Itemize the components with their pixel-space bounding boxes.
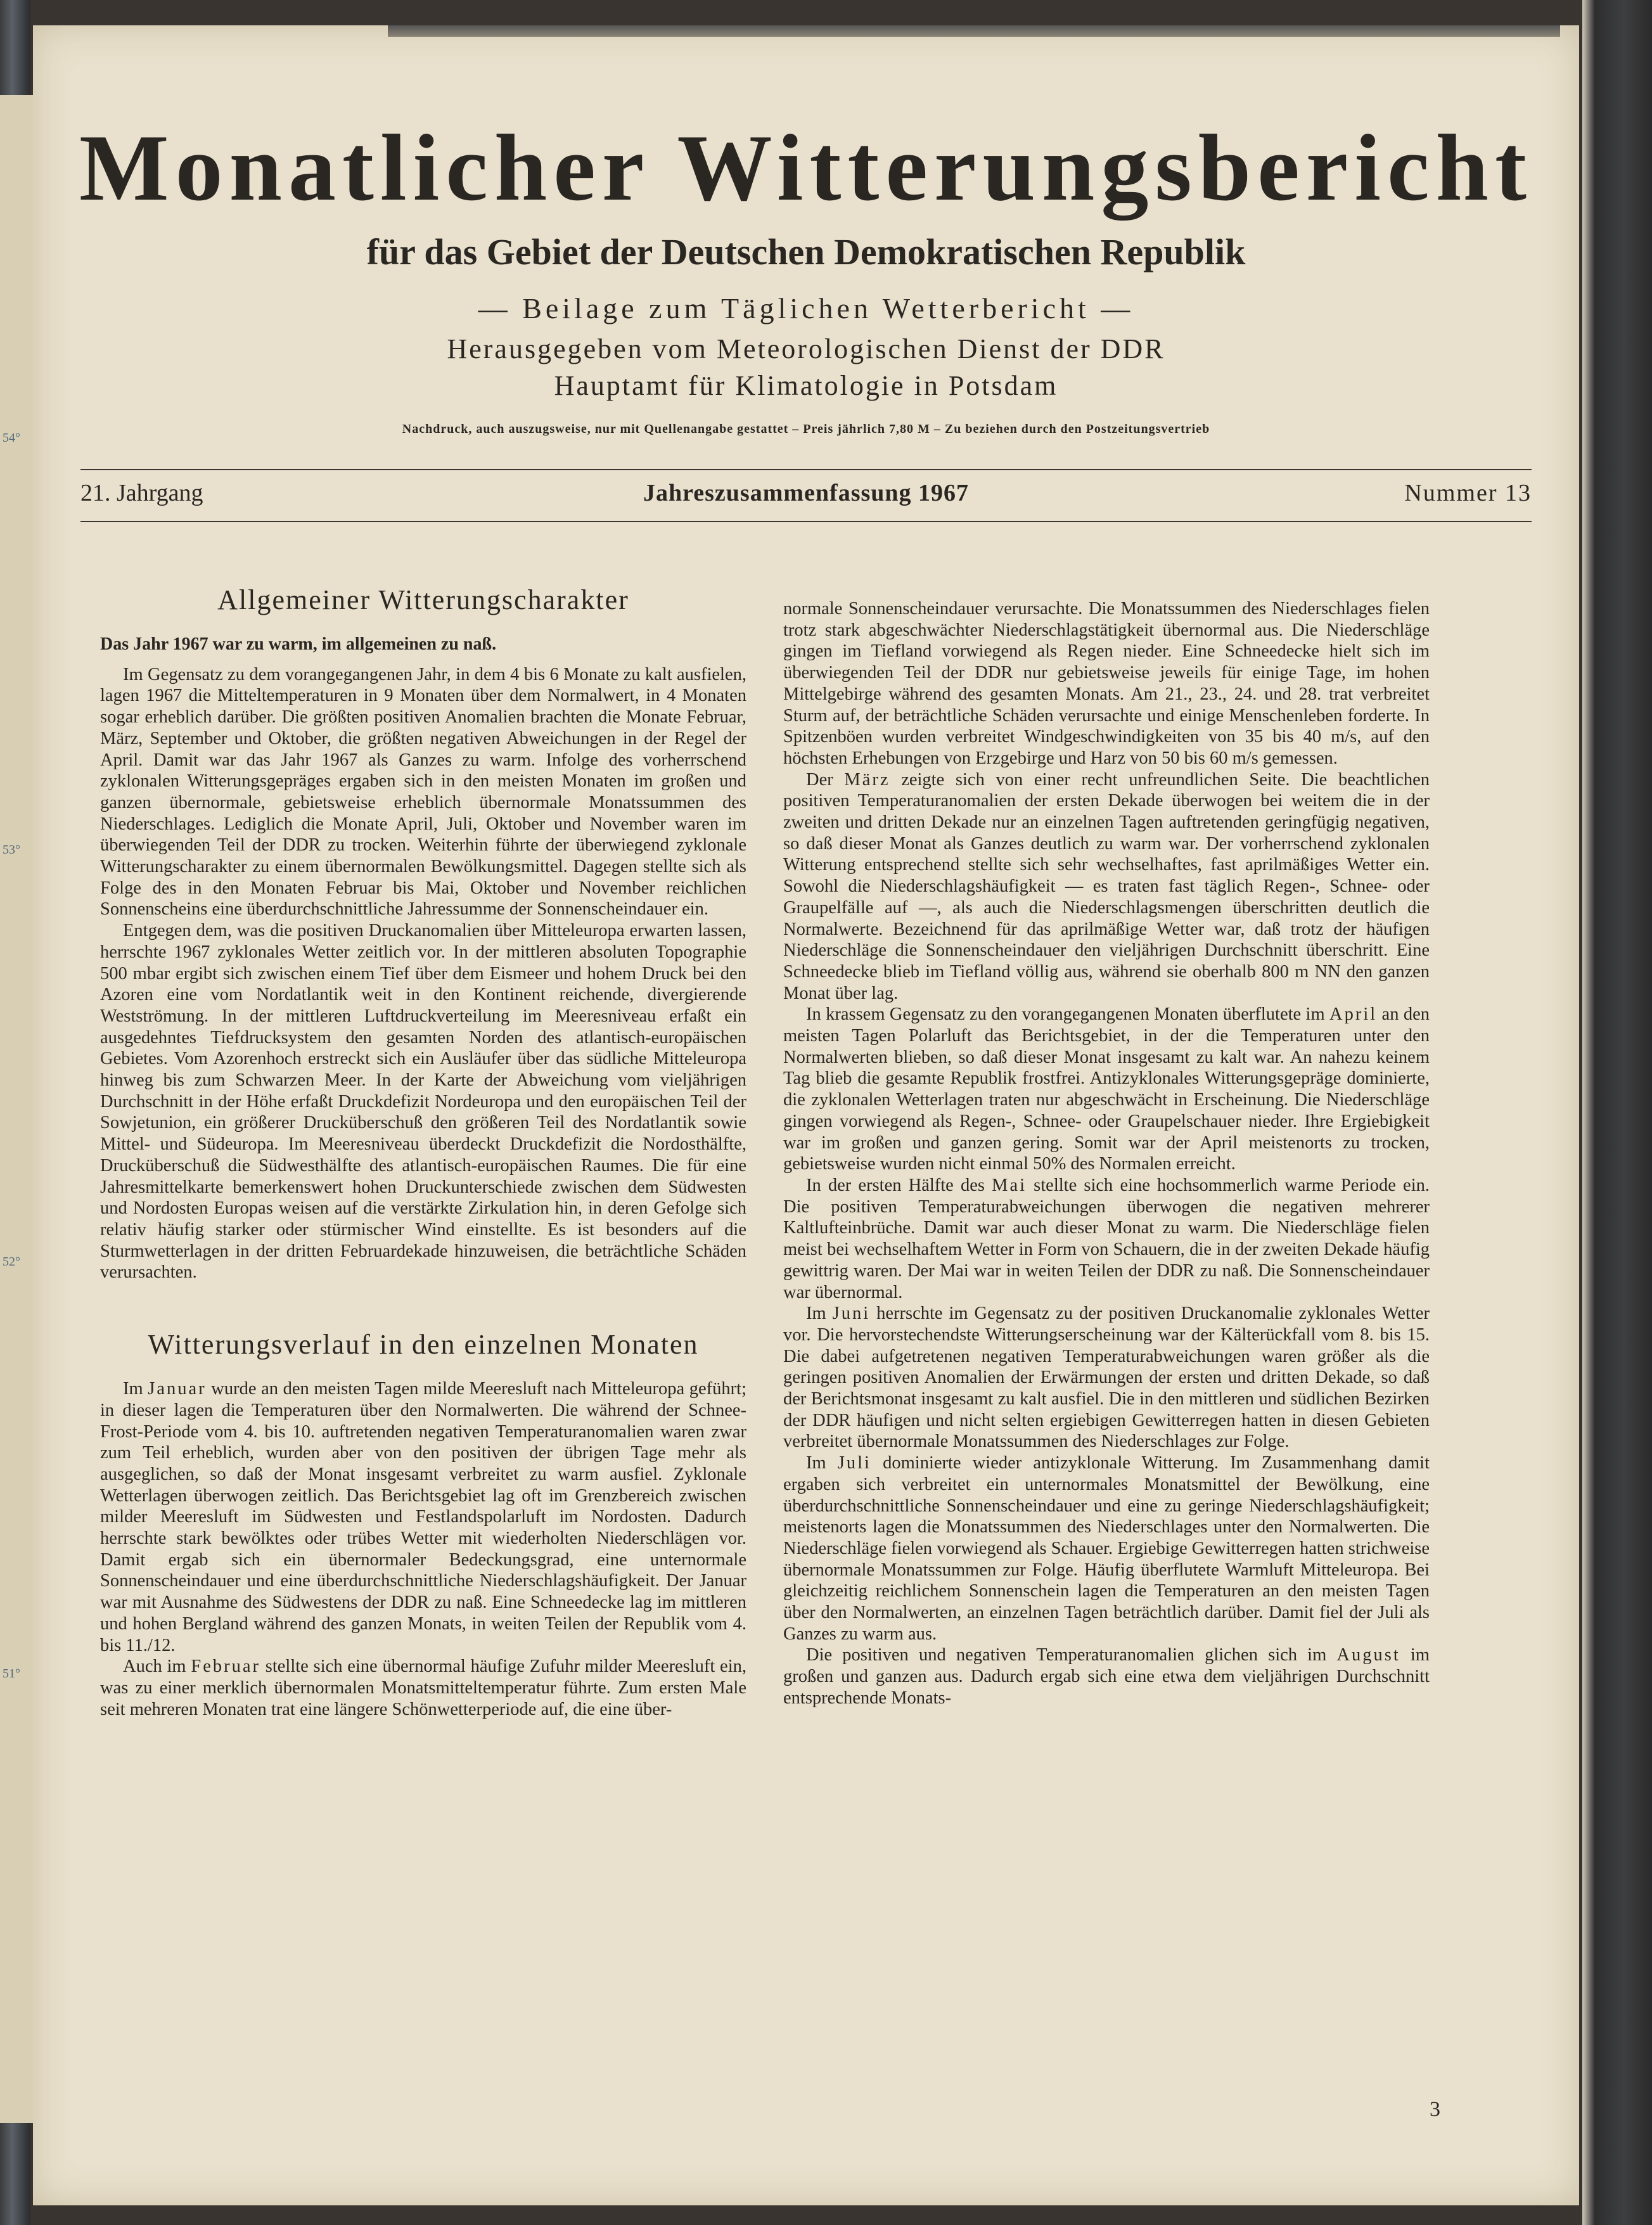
month-name: August: [1336, 1645, 1400, 1665]
volume-label: 21. Jahrgang: [80, 480, 203, 506]
paragraph: Im Juni herrschte im Gegensatz zu der positiven Druckanomalie zyklonales Wetter vor. Die hervorstechendste Witterungserscheinung war der Kälterückfall vom 8. bis 15. Die dabei aufgetretenen negativen Temperaturabweichungen waren größer als die geringen positiven Anomalien der Erwärmungen der ersten und dritten Dekade, so daß der Berichtsmonat insgesamt zu kalt ausfiel. Die in den mittleren und südlichen Bezirken der DDR häufigen und nicht selten ergiebigen Gewitterregen hatten in diesen Gebieten verbreitet übernormale Monatssummen des Niederschlages zur Folge.: [783, 1304, 1430, 1452]
paragraph: Der März zeigte sich von einer recht unfreundlichen Seite. Die beachtlichen positiven Temperaturanomalien der ersten Dekade überwogen bei weitem die in der zweiten und dritten Dekade nur an einzelnen Tagen auftretenden geringfügig negativen, so daß dieser Monat als Ganzes deutlich zu warm war. Der vorherrschend zyklonalen Witterung entsprechend stellte sich sehr wechselhaftes, fast aprilmäßiges Wetter ein. Sowohl die Niederschlagshäufigkeit — es traten fast täglich Regen-, Schnee- oder Graupelfälle auf —, als auch die Niederschlagsmengen überschritten deutlich die Normalwerte. Bezeichnend für das aprilmäßige Wetter war, daß trotz der häufigen Niederschläge die Sonnenscheindauer den vieljährigen Durchschnitt überschritt. Eine Schneedecke blieb im Tiefland völlig aus, während sie oberhalb 800 m NN den ganzen Monat über lag.: [783, 769, 1430, 1003]
page-number: 3: [1430, 2098, 1440, 2121]
month-name: April: [1329, 1004, 1378, 1025]
paragraph: In der ersten Hälfte des Mai stellte sich eine hochsommerlich warme Periode ein. Die positiven Temperaturabweichungen überwogen die negativen mehrerer Kaltlufteinbrüche. Damit war auch dieser Monat zu warm. Die Niederschläge fielen meist bei wechselhaftem Wetter in Form von Schauern, die in der zweiten Dekade häufig gewittrig waren. Der Mai war in weiten Teilen der DDR zu naß. Die Sonnenscheindauer war übernormal.: [783, 1175, 1430, 1302]
left-column: [100, 583, 746, 2136]
month-name: Mai: [992, 1175, 1027, 1195]
paragraph: Entgegen dem, was die positiven Druckanomalien über Mitteleuropa erwarten lassen, herrschte 1967 zyklonales Wetter zeitlich vor. In der mittleren absoluten Topographie 500 mbar ergibt sich zwischen einem Tief über dem Eismeer und hohem Druck bei den Azoren eine vom Nordatlantik weit in den Kontinent reichende, divergierende Westströmung. In der mittleren Luftdruckverteilung im Meeresniveau erfaßt ein ausgedehntes Tiefdrucksystem den gesamten Norden des atlantisch-europäischen Gebietes. Vom Azorenhoch erstreckt sich ein Ausläufer über das südliche Mitteleuropa hinweg bis zum Schwarzen Meer. In der Karte der Abweichung vom vieljährigen Durchschnitt in der Höhe erfaßt Druckdefizit Nordeuropa und den europäischen Teil der Sowjetunion, ein größerer Drucküberschuß den größeren Teil des Nordatlantik sowie Mittel- und Südeuropa. Im Meeresniveau überdeckt Druckdefizit die Nordosthälfte, Drucküberschuß die Südwesthälfte des atlantisch-europäischen Raumes. Die für eine Jahresmittelkarte bemerkenswert hohen Druckunterschiede zwischen dem Südwesten und Nordosten Europas weisen auf die verstärkte Zirkulation hin, in deren Gefolge sich relativ häufig starker oder stürmischer Wind einstellte. Es ist besonders auf die Sturmwetterlagen in der dritten Februardekade hinzuweisen, die beträchtliche Schäden verursachten.: [100, 921, 746, 1283]
paragraph: Im Januar wurde an den meisten Tagen milde Meeresluft nach Mitteleuropa geführt; in dieser lagen die Temperaturen über den Normalwerten. Die während der Schnee-Frost-Periode vom 4. bis 10. auftretenden negativen Temperaturanomalien waren zwar zum Teil erheblich, wurden aber von den positiven der übrigen Tage mehr als ausgeglichen, so daß der Monat insgesamt verbreitet zu warm ausfiel. Zyklonale Wetterlagen überwogen zeitlich. Das Berichtsgebiet lag oft im Grenzbereich zwischen milder Meeresluft im Südwesten und Festlandspolarluft im Nordosten. Dadurch herrschte stark bewölktes oder trübes Wetter mit wiederholten Niederschlägen vor. Damit ergab sich ein übernormaler Bedeckungsgrad, eine unternormale Sonnenscheindauer und eine überdurchschnittliche Niederschlagshäufigkeit. Der Januar war mit Ausnahme des Südwestens der DDR zu naß. Eine Schneedecke lag im mittleren und hohen Bergland während des ganzen Monats, in weiten Teilen der Republik vom 4. bis 11./12.: [100, 1379, 746, 1655]
paragraph: Auch im Februar stellte sich eine übernormal häufige Zufuhr milder Meeresluft ein, was zu einer merklich übernormalen Monatsmitteltemperatur führte. Zum ersten Male seit mehreren Monaten trat eine längere Schönwetterperiode auf, die eine über-: [100, 1657, 746, 1719]
paragraph: Im Juli dominierte wieder antizyklonale Witterung. Im Zusammenhang damit ergaben sich verbreitet ein unternormales Monatsmittel der Bewölkung, eine überdurchschnittliche Sonnenscheindauer und eine zu geringe Niederschlagshäufigkeit; meistenorts lagen die Monatssummen des Niederschlages unter den Normalwerten. Die Niederschläge fielen vorwiegend als Schauer. Ergiebige Gewitterregen hatten strichweise übernormale Monatssummen zur Folge. Häufig überflutete Warmluft Mitteleuropa. Bei gleichzeitig reichlichem Sonnenschein lagen die Temperaturen an den meisten Tagen über den Normalwerten, an einzelnen Tagen beträchtlich darüber. Damit fiel der Juli als Ganzes zu warm aus.: [783, 1453, 1430, 1644]
document-page: [33, 25, 1579, 2205]
issue-info-bar: [80, 469, 1532, 522]
paragraph: In krassem Gegensatz zu den vorangegangenen Monaten überflutete im April an den meisten Tagen Polarluft das Berichtsgebiet, in der die Temperaturen unter den Normalwerten blieben, so daß dieser Monat insgesamt zu kalt war. An nahezu keinem Tag blieb die gesamte Republik frostfrei. Antizyklonales Witterungsgepräge dominierte, die zyklonalen Wetterlagen traten nur abgeschwächt in Erscheinung. Die Niederschläge gingen vorwiegend als Regen-, Schnee- oder Graupelschauer nieder. Ihre Ergiebigkeit war im großen und ganzen gering. Somit war der April meistenorts zu trocken, gebietsweise wurden nicht einmal 50% des Normalen erreicht.: [783, 1004, 1430, 1174]
margin-mark: 54°: [3, 431, 20, 445]
month-name: Februar: [191, 1657, 260, 1677]
publisher-line-1: Herausgegeben vom Meteorologischen Dienst der DDR: [447, 333, 1165, 364]
paragraph: Die positiven und negativen Temperaturanomalien glichen sich im August im großen und ganzen aus. Dadurch ergab sich eine etwa dem vieljährigen Durchschnitt entsprechende Monats-: [783, 1645, 1430, 1708]
page-top-edge: [388, 25, 1560, 37]
edition-label: Jahreszusammenfassung 1967: [643, 480, 970, 506]
margin-mark: 52°: [3, 1255, 20, 1269]
right-column: [783, 598, 1430, 2151]
masthead: [33, 114, 1579, 439]
publisher-line-2: Hauptamt für Klimatologie in Potsdam: [554, 370, 1058, 401]
section-heading: Allgemeiner Witterungscharakter: [217, 584, 629, 615]
previous-page-edge: [0, 95, 34, 2123]
month-name: März: [844, 769, 890, 790]
section-lead: Das Jahr 1967 war zu warm, im allgemeinen zu naß.: [100, 634, 497, 654]
paragraph: normale Sonnenscheindauer verursachte. Die Monatssummen des Niederschlages fielen trotz stark abgeschwächter Niederschlagstätigkeit übernormal aus. Die Niederschläge gingen im Tiefland vorwiegend als Regen nieder. Eine Schneedecke hielt sich im überwiegenden Teil der DDR nur gebietsweise jeweils für einige Tage, im hohen Mittelgebirge während des gesamten Monats. Am 21., 23., 24. und 28. trat verbreitet Sturm auf, der beträchtliche Schäden verursachte und einige Menschenleben forderte. In Spitzenböen wurden verbreitet Windgeschwindigkeiten von 35 bis 40 m/s, auf den höchsten Erhebungen von Erzgebirge und Harz von 50 bis 60 m/s gemessen.: [783, 599, 1430, 768]
margin-mark: 51°: [3, 1667, 20, 1681]
month-name: Januar: [148, 1379, 207, 1399]
supplement-line: — Beilage zum Täglichen Wetterbericht —: [478, 292, 1134, 324]
reprint-notice: Nachdruck, auch auszugsweise, nur mit Quellenangabe gestattet – Preis jährlich 7,80 M – Zu beziehen durch den Postzeitungsvertrieb: [402, 422, 1210, 436]
issue-number: Nummer 13: [1404, 480, 1532, 506]
section-heading: Witterungsverlauf in den einzelnen Monaten: [148, 1329, 699, 1361]
book-binding-right: [1582, 0, 1652, 2225]
margin-mark: 53°: [3, 843, 20, 857]
month-name: Juni: [832, 1304, 871, 1324]
paragraph: Im Gegensatz zu dem vorangegangenen Jahr, in dem 4 bis 6 Monate zu kalt ausfielen, lagen 1967 die Mitteltemperaturen in 9 Monaten über dem Normalwert, in 4 Monaten sogar erheblich darüber. Die größten positiven Anomalien brachten die Monate Februar, März, September und Oktober, die größten negativen Abweichungen in der Regel der April. Damit war das Jahr 1967 als Ganzes zu warm. Infolge des vorherrschend zyklonalen Witterungsgepräges ergaben sich in den meisten Monaten im großen und ganzen übernormale, gebietsweise erheblich übernormale Monatssummen des Niederschlages. Lediglich die Monate April, Juli, Oktober und November waren im überwiegenden Teil der DDR zu trocken. Weiterhin führte der überwiegend zyklonale Witterungscharakter zu einem übernormalen Bewölkungsmittel. Dagegen stellte sich als Folge des in den Monaten Februar bis Mai, Oktober und November reichlichen Sonnenscheins eine überdurchschnittliche Jahressumme der Sonnenscheindauer ein.: [100, 664, 746, 920]
month-name: Juli: [837, 1453, 871, 1473]
publication-title: Monatlicher Witterungsbericht: [79, 115, 1533, 221]
publication-subtitle: für das Gebiet der Deutschen Demokratischen Republik: [366, 231, 1246, 273]
